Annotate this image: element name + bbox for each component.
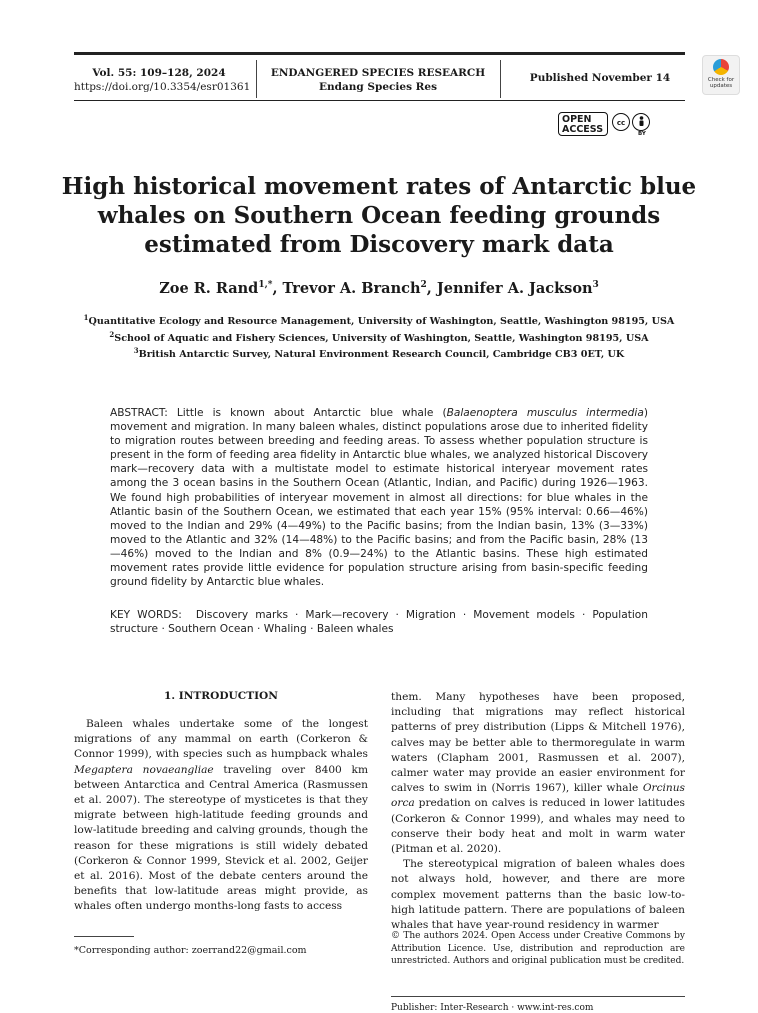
body-column-left <box>74 717 368 915</box>
keywords <box>110 608 648 636</box>
affiliation <box>60 329 698 346</box>
cc-icon: cc <box>612 113 630 131</box>
license-note: © The authors 2024. Open Access under Creative Commons by Attribution Licence. Use, distribution and reproduction are unrestricted. Authors and original publication must be credited. <box>391 931 685 966</box>
journal-block <box>268 66 488 94</box>
author-list: Zoe R. Rand$^{1,*}$, Trevor A. Branch$^2$, Jennifer A. Jackson$^3$ <box>159 280 599 297</box>
author-affil-marker: 3 <box>592 280 599 291</box>
crossmark-button[interactable] <box>702 55 740 95</box>
author-affil-marker: 1,* <box>258 280 273 291</box>
author-name[interactable]: Trevor A. Branch <box>282 280 421 297</box>
author-affil-marker: 2 <box>420 280 427 291</box>
species-name: Balaenoptera musculus intermedia <box>446 407 644 419</box>
affiliation-number: 3 <box>133 346 139 356</box>
paragraph <box>74 717 368 915</box>
keywords-text: Discovery marks · Mark—recovery · Migration · Movement models · Population structure · Southern Ocean · Whaling · Baleen whales <box>110 609 648 636</box>
volume-info: Vol. 55: 109–128, 2024 <box>92 67 226 79</box>
journal-name: ENDANGERED SPECIES RESEARCH <box>270 67 486 79</box>
footnote-rule <box>74 936 134 937</box>
open-access-line1: OPEN <box>562 114 592 125</box>
affiliation <box>60 345 698 362</box>
affiliations <box>60 312 698 362</box>
abstract-label: ABSTRACT: <box>110 407 168 419</box>
publisher-line: Publisher: Inter-Research · www.int-res.com <box>391 1003 594 1013</box>
journal-abbrev: Endang Species Res <box>319 81 437 93</box>
doi-link[interactable]: https://doi.org/10.3354/esr01361 <box>74 81 251 93</box>
abstract-text: ) movement and migration. In many baleen whales, distinct populations arose due to inherited fidelity to migration routes between breeding and feeding areas. To assess whether population structure is present in the form of feeding area fidelity in Antarctic blue whales, we analyzed historical Discovery mark—recovery data with a multistate model to estimate historical interyear movement rates among the 3 ocean basins in the Southern Ocean (Atlantic, Indian, and Pacific) during 1926—1963. We found high probabilities of interyear movement in almost all directions: for blue whales in the Atlantic basin of the Southern Ocean, we estimated that each year 15% (95% interval: 0.66—46%) moved to the Indian and 29% (4—49%) to the Pacific basins; from the Indian basin, 13% (3—33%) moved to the Atlantic and 32% (14—48%) to the Pacific basins; and from the Pacific basin, 28% (13—46%) moved to the Indian and 8% (0.9—24%) to the Atlantic basins. These high estimated movement rates provide little evidence for population structure arising from basin-specific feeding ground fidelity by Antarctic blue whales. <box>110 407 648 589</box>
paragraph-text: them. Many hypotheses have been proposed, including that migrations may reflect historical patterns of prey distribution (Lipps & Mitchell 1976), calves may be better able to thermoregulate in warm waters (Clapham 2001, Rasmussen et al. 2007), calmer water may provide an easier environment for calves to swim in (Norris 1967), killer whale <box>391 691 685 795</box>
species-name: Megaptera novaeangliae <box>74 763 214 776</box>
corresponding-author: *Corresponding author: zoerrand22@gmail.com <box>74 945 307 956</box>
author-name[interactable]: Jennifer A. Jackson <box>436 280 593 297</box>
paragraph: The stereotypical migration of baleen whales does not always hold, however, and there are more complex movement patterns than the basic low-to-high latitude pattern. There are populations of baleen whales that have year-round residency in warmer <box>391 858 685 932</box>
header-divider <box>500 60 501 98</box>
affiliation <box>60 312 698 329</box>
section-heading: 1. INTRODUCTION <box>164 690 278 702</box>
crossmark-icon <box>713 59 729 75</box>
license-rule <box>391 996 685 997</box>
keywords-label: KEY WORDS: <box>110 609 182 621</box>
header-top-rule <box>74 52 685 55</box>
citation-block <box>74 66 251 94</box>
open-access-line2: ACCESS <box>562 124 604 135</box>
affiliation-number: 1 <box>83 313 89 322</box>
paragraph-text: predation on calves is reduced in lower latitudes (Corkeron & Connor 1999), and whales may need to conserve their body heat and molt in warm water (Pitman et al. 2020). <box>391 797 685 856</box>
paragraph <box>391 690 685 857</box>
header-bottom-rule <box>74 100 685 101</box>
person-icon <box>632 113 650 131</box>
affiliation-number: 2 <box>109 329 115 339</box>
published-date: Published November 14 <box>529 72 671 84</box>
cc-license-badge <box>612 112 650 136</box>
open-access-badge <box>558 112 608 136</box>
abstract <box>110 406 648 589</box>
author-name[interactable]: Zoe R. Rand <box>159 280 259 297</box>
affiliation-text: British Antarctic Survey, Natural Environment Research Council, Cambridge CB3 0ET, UK <box>138 349 625 361</box>
header-divider <box>256 60 257 98</box>
paragraph-text: Baleen whales undertake some of the longest migrations of any mammal on earth (Corkeron & Connor 1999), with species such as humpback whales <box>74 718 368 761</box>
body-column-right <box>391 690 685 933</box>
by-label: BY <box>638 131 646 137</box>
crossmark-label: Check for updates <box>707 77 735 89</box>
paragraph-text: traveling over 8400 km between Antarctica and Central America (Rasmussen et al. 2007). The stereotype of mysticetes is that they migrate between high-latitude feeding grounds and low-latitude breeding and calving grounds, though the reason for these migrations is still widely debated (Corkeron & Connor 1999, Stevick et al. 2002, Geijer et al. 2016). Most of the debate centers around the benefits that low-latitude areas might provide, as whales often undergo months-long fasts to access <box>74 763 368 913</box>
abstract-text: Little is known about Antarctic blue whale ( <box>176 407 447 419</box>
article-title: High historical movement rates of Antarctic blue whales on Southern Ocean feeding grounds estimated from Discovery mark data <box>61 173 697 258</box>
species-name: Orcinus orca <box>391 782 685 810</box>
affiliation-text: School of Aquatic and Fishery Sciences, University of Washington, Seattle, Washington 98195, USA <box>114 332 649 344</box>
affiliation-text: Quantitative Ecology and Resource Management, University of Washington, Seattle, Washington 98195, USA <box>88 316 675 328</box>
